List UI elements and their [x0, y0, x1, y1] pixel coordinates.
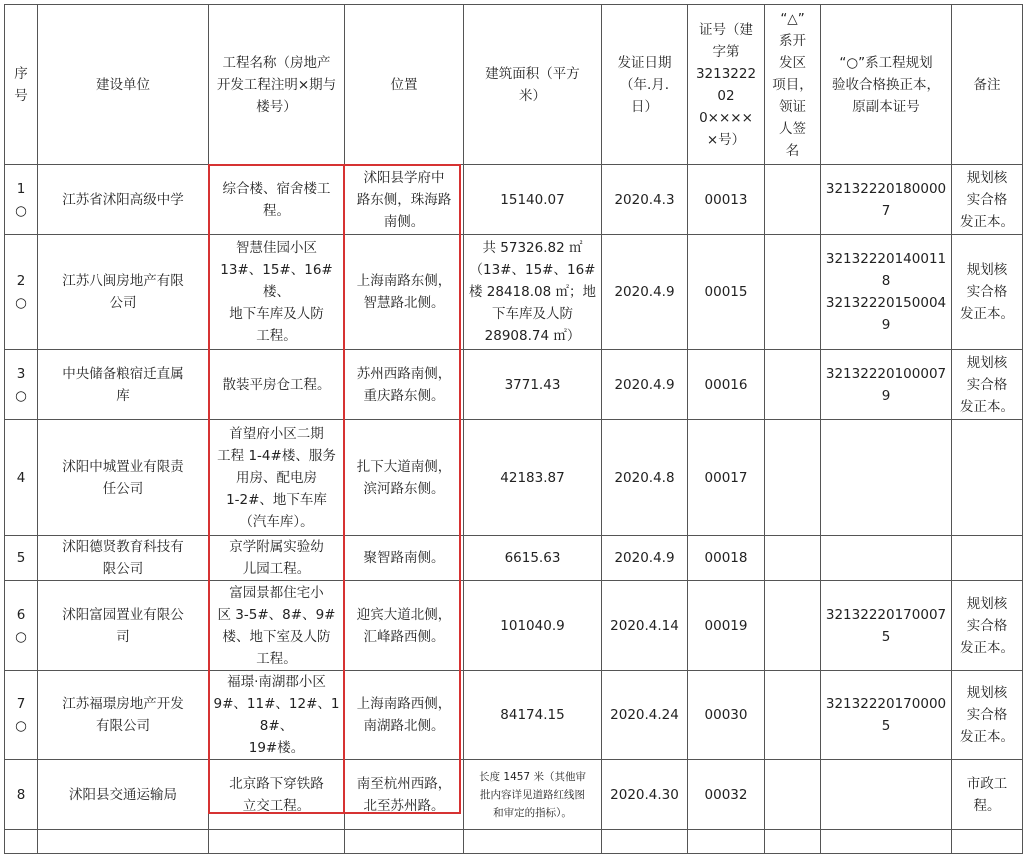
cell-delta	[765, 420, 821, 536]
cell-area: 长度 1457 米（其他审 批内容详见道路红线图 和审定的指标）。	[464, 760, 602, 830]
cell-location: 聚智路南侧。	[345, 536, 464, 581]
header-row	[5, 5, 1023, 165]
cell-delta	[765, 760, 821, 830]
header-seq: 序 号	[5, 5, 38, 165]
header-unit: 建设单位	[38, 5, 209, 165]
cell-circle	[821, 420, 952, 536]
cell-remark: 规划核 实合格 发正本。	[952, 671, 1023, 760]
cell-cert: 00013	[688, 165, 765, 235]
cell-unit: 江苏省沭阳高级中学	[38, 165, 209, 235]
cell-cert: 00015	[688, 235, 765, 350]
header-location: 位置	[345, 5, 464, 165]
cell-unit: 沭阳德贤教育科技有 限公司	[38, 536, 209, 581]
cell-location: 迎宾大道北侧， 汇峰路西侧。	[345, 581, 464, 671]
cell-seq: 1 ○	[5, 165, 38, 235]
permit-table	[4, 4, 1023, 854]
cell-remark: 规划核 实合格 发正本。	[952, 235, 1023, 350]
cell-remark	[952, 536, 1023, 581]
cell-delta	[765, 235, 821, 350]
cell-area: 共 57326.82 ㎡ （13#、15#、16# 楼 28418.08 ㎡；地 下车库及人防 28908.74 ㎡）	[464, 235, 602, 350]
cell-date: 2020.4.9	[602, 350, 688, 420]
header-project: 工程名称（房地产 开发工程注明×期与 楼号）	[209, 5, 345, 165]
cell-date: 2020.4.9	[602, 536, 688, 581]
header-area: 建筑面积（平方 米）	[464, 5, 602, 165]
cell-cert: 00016	[688, 350, 765, 420]
cell-date: 2020.4.24	[602, 671, 688, 760]
cell-area: 6615.63	[464, 536, 602, 581]
cell-circle	[821, 536, 952, 581]
header-remark: 备注	[952, 5, 1023, 165]
header-delta: “△” 系开 发区 项目， 领证 人签 名	[765, 5, 821, 165]
cell-unit: 沭阳县交通运输局	[38, 760, 209, 830]
cell-project: 散装平房仓工程。	[209, 350, 345, 420]
cell-date: 2020.4.9	[602, 235, 688, 350]
cell-circle: 321322201700005	[821, 671, 952, 760]
cell-project: 智慧佳园小区 13#、15#、16#楼、 地下车库及人防 工程。	[209, 235, 345, 350]
cell-cert: 00019	[688, 581, 765, 671]
cell-unit: 沭阳中城置业有限责 任公司	[38, 420, 209, 536]
cell-project: 福璟·南湖郡小区 9#、11#、12#、18#、 19#楼。	[209, 671, 345, 760]
cell-area: 42183.87	[464, 420, 602, 536]
cell-project: 富园景都住宅小 区 3-5#、8#、9# 楼、地下室及人防 工程。	[209, 581, 345, 671]
cell-area: 84174.15	[464, 671, 602, 760]
cell-date: 2020.4.30	[602, 760, 688, 830]
cell-seq: 5	[5, 536, 38, 581]
cell-cert: 00017	[688, 420, 765, 536]
cell-location: 上海南路东侧， 智慧路北侧。	[345, 235, 464, 350]
table-row	[5, 536, 1023, 581]
cell-date: 2020.4.8	[602, 420, 688, 536]
cell-delta	[765, 350, 821, 420]
cell-remark: 规划核 实合格 发正本。	[952, 350, 1023, 420]
header-cert: 证号（建 字第 3213222 02 0×××× ×号）	[688, 5, 765, 165]
cell-remark: 规划核 实合格 发正本。	[952, 581, 1023, 671]
table-row	[5, 165, 1023, 235]
cell-delta	[765, 536, 821, 581]
cell-seq: 3 ○	[5, 350, 38, 420]
cell-delta	[765, 165, 821, 235]
cell-circle: 321322201400118 321322201500049	[821, 235, 952, 350]
cell-circle: 321322201700075	[821, 581, 952, 671]
header-date: 发证日期 （年.月. 日）	[602, 5, 688, 165]
cell-circle: 321322201000079	[821, 350, 952, 420]
table-row	[5, 581, 1023, 671]
cell-delta	[765, 671, 821, 760]
cell-project: 北京路下穿铁路 立交工程。	[209, 760, 345, 830]
cell-unit: 江苏福璟房地产开发 有限公司	[38, 671, 209, 760]
cell-seq: 2 ○	[5, 235, 38, 350]
header-circle: “○”系工程规划 验收合格换正本， 原副本证号	[821, 5, 952, 165]
cell-area: 3771.43	[464, 350, 602, 420]
cell-date: 2020.4.14	[602, 581, 688, 671]
table-row	[5, 420, 1023, 536]
cell-date: 2020.4.3	[602, 165, 688, 235]
cell-location: 扎下大道南侧， 滨河路东侧。	[345, 420, 464, 536]
cell-location: 苏州西路南侧， 重庆路东侧。	[345, 350, 464, 420]
cell-unit: 沭阳富园置业有限公 司	[38, 581, 209, 671]
cell-unit: 中央储备粮宿迁直属 库	[38, 350, 209, 420]
cell-project: 综合楼、宿舍楼工 程。	[209, 165, 345, 235]
cell-circle	[821, 760, 952, 830]
cell-seq: 7 ○	[5, 671, 38, 760]
cell-cert: 00030	[688, 671, 765, 760]
cell-seq: 4	[5, 420, 38, 536]
cell-area: 101040.9	[464, 581, 602, 671]
cell-location: 南至杭州西路， 北至苏州路。	[345, 760, 464, 830]
table-row	[5, 671, 1023, 760]
cell-delta	[765, 581, 821, 671]
table-row	[5, 235, 1023, 350]
cell-seq: 6 ○	[5, 581, 38, 671]
table-row	[5, 760, 1023, 830]
cell-location: 沭阳县学府中 路东侧，珠海路 南侧。	[345, 165, 464, 235]
cell-circle: 321322201800007	[821, 165, 952, 235]
cell-location: 上海南路西侧， 南湖路北侧。	[345, 671, 464, 760]
cell-area: 15140.07	[464, 165, 602, 235]
table-row	[5, 350, 1023, 420]
cell-project: 京学附属实验幼 儿园工程。	[209, 536, 345, 581]
cell-seq: 8	[5, 760, 38, 830]
cell-remark: 市政工 程。	[952, 760, 1023, 830]
cell-cert: 00032	[688, 760, 765, 830]
cell-remark	[952, 420, 1023, 536]
cell-remark: 规划核 实合格 发正本。	[952, 165, 1023, 235]
cell-project: 首望府小区二期 工程 1-4#楼、服务 用房、配电房 1-2#、地下车库 （汽车库）。	[209, 420, 345, 536]
cell-unit: 江苏八闽房地产有限 公司	[38, 235, 209, 350]
cell-cert: 00018	[688, 536, 765, 581]
